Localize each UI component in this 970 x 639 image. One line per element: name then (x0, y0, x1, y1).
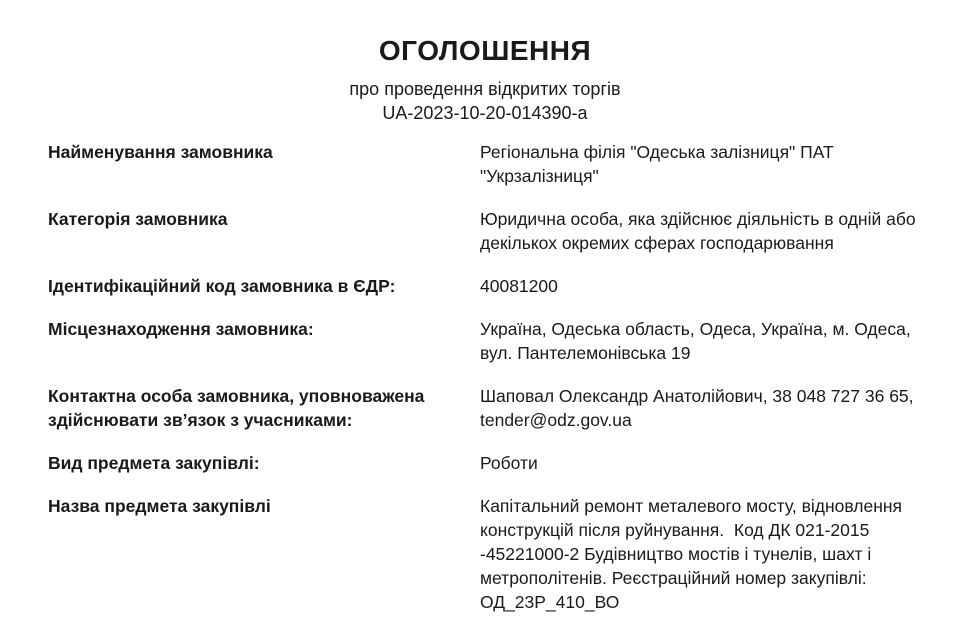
row-label: Найменування замовника (48, 142, 273, 162)
row-value: Юридична особа, яка здійснює діяльність в одній або декількох окремих сферах господарювання (480, 209, 921, 253)
row-value: Капітальний ремонт металевого мосту, відновлення конструкцій після руйнування. Код ДК 021-2015 -45221000-2 Будівництво мостів і тунелів, шахт і метрополітенів. Реєстраційний номер закупівлі: ОД_23Р_410_ВО (480, 496, 907, 612)
row-value: Регіональна філія "Одеська залізниця" ПАТ "Укрзалізниця" (480, 142, 839, 186)
row-label: Місцезнаходження замовника: (48, 319, 314, 339)
announcement-row (48, 384, 922, 432)
row-label: Ідентифікаційний код замовника в ЄДР: (48, 276, 396, 296)
announcement-row (48, 451, 922, 475)
announcement-row (48, 274, 922, 298)
page-title: ОГОЛОШЕННЯ (378, 35, 592, 66)
row-label: Категорія замовника (48, 209, 228, 229)
announcement-row (48, 140, 922, 188)
row-value: Роботи (480, 453, 538, 473)
row-value: Україна, Одеська область, Одеса, Україна, м. Одеса, вул. Пантелемонівська 19 (480, 319, 916, 363)
row-value: Шаповал Олександр Анатолійович, 38 048 727 36 65, tender@odz.gov.ua (480, 386, 919, 430)
row-label: Контактна особа замовника, уповноважена здійснювати зв’язок з учасниками: (48, 386, 425, 430)
row-label: Назва предмета закупівлі (48, 496, 271, 516)
page-subtitle: про проведення відкритих торгів (349, 79, 621, 99)
announcement-rows (48, 140, 922, 614)
row-value: 40081200 (480, 276, 558, 296)
row-label: Вид предмета закупівлі: (48, 453, 260, 473)
announcement-row (48, 494, 922, 614)
announcement-row (48, 207, 922, 255)
announcement-row (48, 317, 922, 365)
tender-id: UA-2023-10-20-014390-a (382, 103, 588, 123)
